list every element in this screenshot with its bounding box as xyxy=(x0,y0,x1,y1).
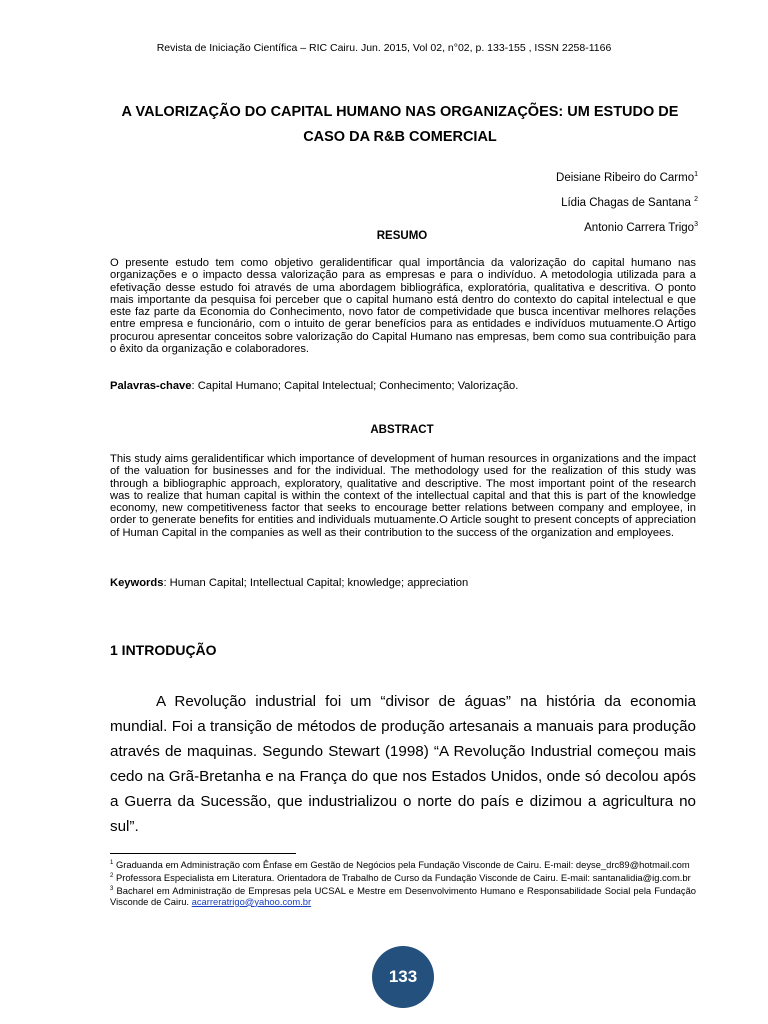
footnote-number: 3 xyxy=(110,885,114,892)
paragraph-text: A Revolução industrial foi um “divisor de águas” na história da economia mundial. Foi a transição de métodos de produção artesanais a manuais para produção através de maquinas. Segundo Stewart (1998) “A Revolução Industrial começou mais cedo na Grã-Bretanha e na França do que nos Estados Unidos, onde só decolou após a Guerra da Sucessão, que industrializou o norte do país e dizimou a agricultura no sul”. xyxy=(110,693,696,835)
author-2 xyxy=(298,189,698,214)
journal-header: Revista de Iniciação Científica – RIC Cairu. Jun. 2015, Vol 02, n°02, p. 133-155 , ISSN 2258-1166 xyxy=(156,42,612,54)
author-name: Antonio Carrera Trigo xyxy=(584,221,695,234)
paper-title: A VALORIZAÇÃO DO CAPITAL HUMANO NAS ORGANIZAÇÕES: UM ESTUDO DE CASO DA R&B COMERCIAL xyxy=(121,104,679,145)
body-paragraph xyxy=(110,689,696,839)
keywords-value: : Human Capital; Intellectual Capital; knowledge; appreciation xyxy=(163,577,469,589)
author-footnote-ref[interactable]: 3 xyxy=(694,220,698,228)
author-footnote-ref[interactable]: 2 xyxy=(694,195,698,203)
footnote-rule xyxy=(110,853,296,854)
footnote-2 xyxy=(110,871,696,884)
footnotes xyxy=(110,858,696,908)
resumo-heading: RESUMO xyxy=(376,230,428,242)
footnote-text: Professora Especialista em Literatura. Orientadora de Trabalho de Curso da Fundação Visconde de Cairu. E-mail: santanalidia@ig.com.br xyxy=(113,872,691,884)
page-number-badge: 133 xyxy=(372,946,434,1008)
author-1 xyxy=(298,164,698,189)
keywords-value: : Capital Humano; Capital Intelectual; Conhecimento; Valorização. xyxy=(191,380,519,392)
resumo-keywords xyxy=(110,380,518,392)
abstract-text: This study aims geralidentificar which importance of development of human resources in organizations and the impact of the valuation for businesses and for the individual. The methodology used for the realization of this study was through a bibliographic approach, exploratory, qualitative and descriptive. The most important point of the research was to realize that human capital is within the context of the intellectual capital and that this is part of the knowledge economy, new competitiveness factor that seeks to encourage better relations between company and employee, in order to generate benefits for entities and individuals mutuamente.O Article sought to present concepts of appreciation of Human Capital in the companies as well as their contribution to the success of the organization and employees. xyxy=(110,453,696,539)
author-list xyxy=(298,164,698,238)
author-name: Deisiane Ribeiro do Carmo xyxy=(556,171,695,184)
footnote-3 xyxy=(110,884,696,908)
author-name: Lídia Chagas de Santana xyxy=(561,196,691,209)
resumo-text: O presente estudo tem como objetivo geralidentificar qual importância da valorização do capital humano nas organizações e o impacto dessa valorização para as empresas e para o indivíduo. A metodologia utilizada para a efetivação desse estudo foi através de uma abordagem bibliográfica, exploratória, qualitativa e descritiva. O ponto mais importante da pesquisa foi perceber que o capital humano está dentro do contexto do capital intelectual e que este faz parte da Economia do Conhecimento, novo fator de competividade que busca incentivar melhores relações entre empresa e funcionário, com o intuito de gerar benefícios para as entidades e indivíduos mutuamente.O Artigo procurou apresentar conceitos sobre valorização do Capital Humano nas empresas, bem como sua contribuição para o êxito da organização e colaboradores. xyxy=(110,257,696,356)
email-link[interactable]: acarreratrigo@yahoo.com.br xyxy=(191,895,312,907)
section-heading: 1 INTRODUÇÃO xyxy=(110,642,217,658)
abstract-keywords xyxy=(110,577,468,589)
footnote-number: 1 xyxy=(110,860,114,866)
footnote-number: 2 xyxy=(110,872,114,879)
footnote-text: Bacharel em Administração de Empresas pela UCSAL e Mestre em Desenvolvimento Humano e Responsabilidade Social pela Fundação Visconde de Cairu. xyxy=(110,884,696,907)
keywords-label: Palavras-chave xyxy=(110,380,192,392)
keywords-label: Keywords xyxy=(110,577,164,589)
footnote-text: Graduanda em Administração com Ênfase em Gestão de Negócios pela Fundação Visconde de Cairu. E-mail: deyse_drc89@hotmail.com xyxy=(113,859,690,871)
footnote-1 xyxy=(110,858,696,871)
author-footnote-ref[interactable]: 1 xyxy=(694,171,698,178)
abstract-heading: ABSTRACT xyxy=(370,424,434,436)
